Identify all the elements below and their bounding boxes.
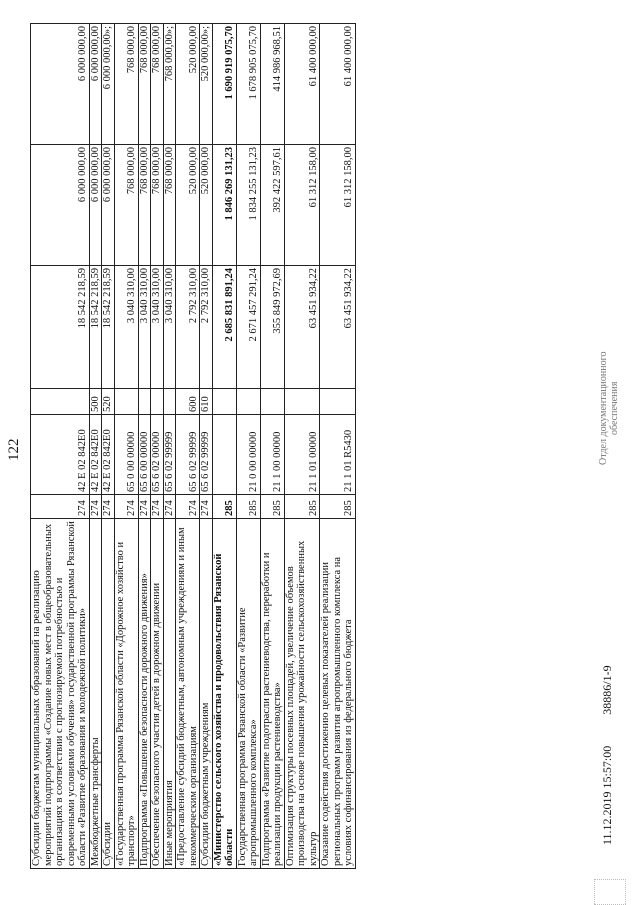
row-ved: 285	[236, 495, 260, 519]
table-row	[212, 24, 236, 869]
row-name: Государственная программа Рязанской области «Развитие агропромышленного комплекса»	[236, 519, 260, 869]
row-value-2020: 768 000,00	[151, 145, 164, 266]
footer-doc-id: 38886/1-9	[600, 665, 614, 715]
row-ved: 285	[212, 495, 236, 519]
row-value-2019: 18 542 218,59	[102, 266, 115, 389]
row-value-2021: 768 000,00»;	[163, 24, 176, 145]
row-value-2019: 2 792 310,00	[200, 266, 213, 389]
row-vr	[114, 389, 138, 415]
row-vr	[151, 389, 164, 415]
row-value-2020: 392 422 597,61	[260, 145, 284, 266]
row-name: «Предоставление субсидий бюджетным, автономным учреждениям и иным некоммерческим организациям	[176, 519, 200, 869]
row-value-2020: 768 000,00	[114, 145, 138, 266]
row-csr	[212, 415, 236, 495]
row-ved: 274	[31, 495, 90, 519]
row-name: Межбюджетные трансферты	[89, 519, 102, 869]
page-number: 122	[6, 438, 22, 461]
row-value-2019: 3 040 310,00	[138, 266, 151, 389]
budget-table	[30, 23, 356, 869]
row-ved: 274	[138, 495, 151, 519]
row-ved: 274	[89, 495, 102, 519]
row-csr: 21 0 00 00000	[236, 415, 260, 495]
row-value-2020: 61 312 158,00	[320, 145, 356, 266]
row-value-2019: 18 542 218,59	[89, 266, 102, 389]
row-value-2020: 6 000 000,00	[31, 145, 90, 266]
row-value-2021: 520 000,00	[176, 24, 200, 145]
row-value-2020: 1 834 255 131,23	[236, 145, 260, 266]
table-row	[176, 24, 200, 869]
stamp-line: обеспечения	[609, 381, 620, 435]
table-row	[151, 24, 164, 869]
row-ved: 274	[114, 495, 138, 519]
row-vr	[284, 389, 320, 415]
row-csr: 42 Е 02 842Е0	[31, 415, 90, 495]
row-name: Субсидии бюджетам муниципальных образований на реализацию мероприятий подпрограммы «Создание новых мест в общеобразовательных организациях в соответствии с прогнозируемой потребностью и современными условиями обучения» государственной программы Рязанской области «Развитие образования и молодежной политики»	[31, 519, 90, 869]
row-name: Подпрограмма «Повышение безопасности дорожного движения»	[138, 519, 151, 869]
row-name: Подпрограмма «Развитие подотрасли растениеводства, переработки и реализации продукции растениеводства»	[260, 519, 284, 869]
row-vr	[138, 389, 151, 415]
table-row	[260, 24, 284, 869]
table-row	[320, 24, 356, 869]
row-value-2019: 2 792 310,00	[176, 266, 200, 389]
row-value-2021: 520 000,00»;	[200, 24, 213, 145]
row-value-2020: 6 000 000,00	[102, 145, 115, 266]
table-row	[163, 24, 176, 869]
row-value-2019: 18 542 218,59	[31, 266, 90, 389]
row-vr: 520	[102, 389, 115, 415]
row-csr: 65 0 00 00000	[114, 415, 138, 495]
row-vr	[236, 389, 260, 415]
row-ved: 274	[176, 495, 200, 519]
row-value-2020: 520 000,00	[176, 145, 200, 266]
row-ved: 274	[163, 495, 176, 519]
row-ved: 285	[260, 495, 284, 519]
table-row	[138, 24, 151, 869]
row-value-2021: 6 000 000,00»;	[102, 24, 115, 145]
row-csr: 65 6 02 99999	[200, 415, 213, 495]
row-vr	[31, 389, 90, 415]
row-name: Оказание содействия достижению целевых показателей реализации региональных программ развития агропромышленного комплекса на условиях софинансирования из федерального бюджета	[320, 519, 356, 869]
table-row	[114, 24, 138, 869]
row-value-2019: 3 040 310,00	[114, 266, 138, 389]
table-row	[89, 24, 102, 869]
row-csr: 65 6 02 00000	[151, 415, 164, 495]
row-value-2021: 6 000 000,00	[31, 24, 90, 145]
row-vr	[260, 389, 284, 415]
row-value-2021: 61 400 000,00	[284, 24, 320, 145]
row-vr: 610	[200, 389, 213, 415]
table-row	[102, 24, 115, 869]
row-name: Обеспечение безопасного участия детей в дорожном движении	[151, 519, 164, 869]
row-csr: 65 6 00 00000	[138, 415, 151, 495]
row-value-2019: 63 451 934,22	[320, 266, 356, 389]
row-csr: 65 6 02 99999	[176, 415, 200, 495]
row-name: Иные мероприятия	[163, 519, 176, 869]
row-ved: 274	[151, 495, 164, 519]
row-value-2020: 520 000,00	[200, 145, 213, 266]
row-value-2021: 768 000,00	[138, 24, 151, 145]
table-body	[31, 24, 356, 869]
row-csr: 21 1 01 00000	[284, 415, 320, 495]
row-value-2021: 1 678 905 075,70	[236, 24, 260, 145]
row-ved: 285	[284, 495, 320, 519]
row-name: Оптимизация структуры посевных площадей, увеличение объемов производства на основе повышения урожайности сельскохозяйственных культур	[284, 519, 320, 869]
row-vr: 600	[176, 389, 200, 415]
stamp-line: Отдел документационного	[598, 351, 609, 465]
row-name: Субсидии	[102, 519, 115, 869]
row-value-2019: 3 040 310,00	[163, 266, 176, 389]
row-ved: 274	[200, 495, 213, 519]
row-name: Субсидии бюджетным учреждениям	[200, 519, 213, 869]
row-csr: 21 1 00 00000	[260, 415, 284, 495]
row-value-2019: 3 040 310,00	[151, 266, 164, 389]
footer-datetime: 11.12.2019 15:57:00	[600, 745, 614, 845]
row-value-2020: 61 312 158,00	[284, 145, 320, 266]
row-csr: 42 Е 02 842Е0	[102, 415, 115, 495]
row-ved: 285	[320, 495, 356, 519]
row-csr: 65 6 02 99999	[163, 415, 176, 495]
row-name: «Государственная программа Рязанской области «Дорожное хозяйство и транспорт»	[114, 519, 138, 869]
row-csr: 21 1 01 R5430	[320, 415, 356, 495]
row-value-2021: 768 000,00	[114, 24, 138, 145]
row-value-2020: 768 000,00	[163, 145, 176, 266]
row-vr	[320, 389, 356, 415]
table-row	[200, 24, 213, 869]
row-value-2020: 768 000,00	[138, 145, 151, 266]
row-value-2019: 355 849 972,69	[260, 266, 284, 389]
corner-mark	[594, 879, 626, 905]
row-value-2019: 2 671 457 291,24	[236, 266, 260, 389]
row-value-2019: 2 685 831 891,24	[212, 266, 236, 389]
row-value-2021: 414 986 968,51	[260, 24, 284, 145]
row-vr	[212, 389, 236, 415]
row-value-2021: 768 000,00	[151, 24, 164, 145]
row-value-2020: 1 846 269 131,23	[212, 145, 236, 266]
row-value-2020: 6 000 000,00	[89, 145, 102, 266]
row-value-2019: 63 451 934,22	[284, 266, 320, 389]
table-row	[284, 24, 320, 869]
table-row	[31, 24, 90, 869]
row-vr: 500	[89, 389, 102, 415]
table-row	[236, 24, 260, 869]
footer	[600, 637, 615, 845]
row-name: «Министерство сельского хозяйства и продовольствия Рязанской области	[212, 519, 236, 869]
row-ved: 274	[102, 495, 115, 519]
row-vr	[163, 389, 176, 415]
row-value-2021: 1 690 919 075,70	[212, 24, 236, 145]
row-value-2021: 6 000 000,00	[89, 24, 102, 145]
row-csr: 42 Е 02 842Е0	[89, 415, 102, 495]
department-stamp	[598, 352, 620, 465]
row-value-2021: 61 400 000,00	[320, 24, 356, 145]
